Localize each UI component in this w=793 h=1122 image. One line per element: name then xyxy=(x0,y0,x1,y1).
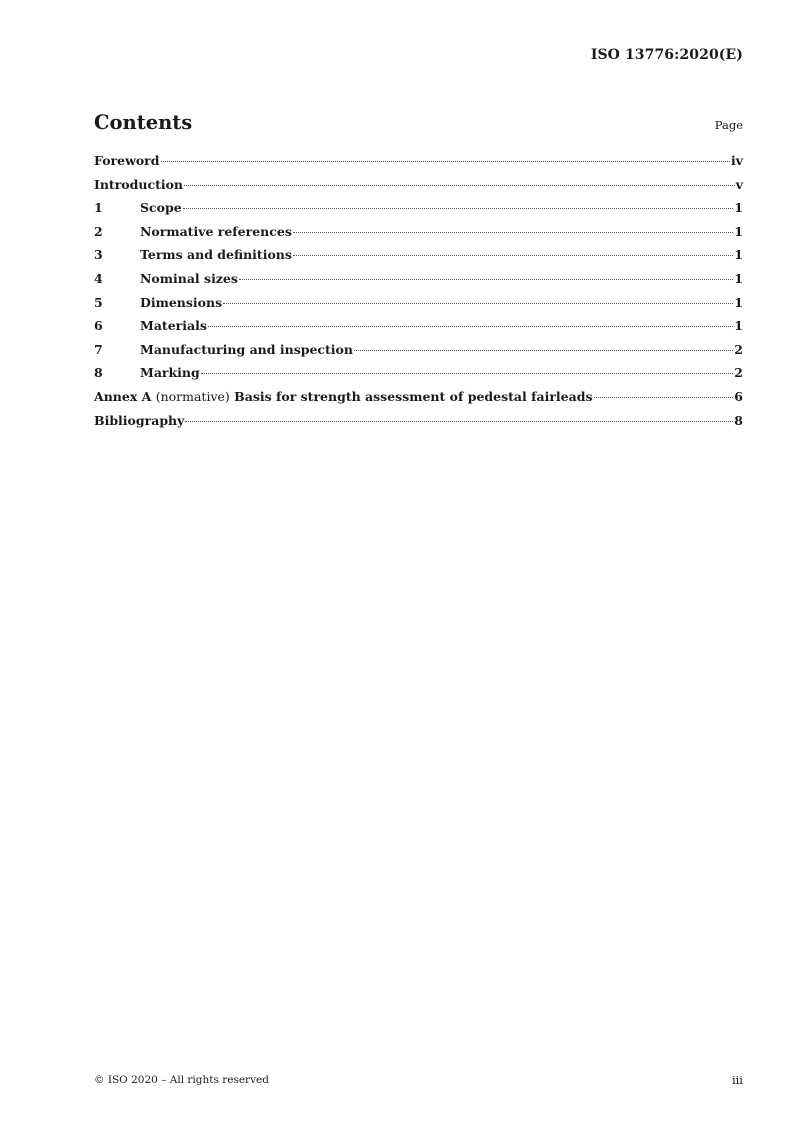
dot-leader xyxy=(183,208,734,209)
dot-leader xyxy=(239,279,733,280)
toc-entry-title: Dimensions xyxy=(140,294,223,310)
dot-leader xyxy=(293,255,733,256)
toc-entry-nominal-sizes[interactable] xyxy=(94,271,743,295)
toc-entry-terms-and-definitions[interactable] xyxy=(94,247,743,271)
toc-entry-number: 8 xyxy=(94,365,103,381)
toc-entry-number: 6 xyxy=(94,318,103,334)
footer-copyright: © ISO 2020 – All rights reserved xyxy=(94,1074,269,1086)
toc-entry-title: Bibliography xyxy=(94,412,185,428)
toc-entry-title: Scope xyxy=(140,200,182,216)
toc-entry-page: iv xyxy=(730,153,743,168)
annex-label: Annex A xyxy=(94,388,152,404)
toc-entry-page: 1 xyxy=(734,200,743,216)
toc-entry-manufacturing-and-inspection[interactable] xyxy=(94,342,743,366)
toc-entry-normative-references[interactable] xyxy=(94,224,743,248)
table-of-contents xyxy=(94,153,743,436)
dot-leader xyxy=(223,303,733,304)
toc-entry-dimensions[interactable] xyxy=(94,295,743,319)
toc-entry-page: v xyxy=(735,176,743,192)
dot-leader xyxy=(185,421,733,422)
dot-leader xyxy=(293,232,733,233)
toc-entry-title: Foreword xyxy=(94,153,160,168)
annex-title: Basis for strength assessment of pedestal fairleads xyxy=(234,388,593,404)
toc-entry-number: 2 xyxy=(94,223,103,239)
toc-entry-page: 1 xyxy=(734,223,743,239)
toc-entry-page: 1 xyxy=(734,294,743,310)
dot-leader xyxy=(594,397,734,398)
toc-entry-title: Materials xyxy=(140,318,207,334)
page-column-label: Page xyxy=(714,118,743,132)
toc-entry-page: 8 xyxy=(734,412,743,428)
dot-leader xyxy=(184,185,735,186)
contents-heading: Contents xyxy=(94,111,193,134)
toc-entry-title: Nominal sizes xyxy=(140,270,238,286)
dot-leader xyxy=(208,326,733,327)
toc-entry-page: 2 xyxy=(734,365,743,381)
toc-entry-number: 3 xyxy=(94,247,103,263)
dot-leader xyxy=(201,373,734,374)
toc-entry-bibliography[interactable] xyxy=(94,413,743,437)
toc-entry-page: 1 xyxy=(734,318,743,334)
toc-entry-title xyxy=(94,389,593,404)
toc-entry-page: 1 xyxy=(734,247,743,263)
document-id: ISO 13776:2020(E) xyxy=(590,47,743,63)
toc-entry-number: 4 xyxy=(94,270,103,286)
toc-entry-title: Manufacturing and inspection xyxy=(140,341,353,357)
toc-entry-title: Terms and definitions xyxy=(140,247,292,263)
toc-entry-title: Introduction xyxy=(94,176,184,192)
footer-page-number: iii xyxy=(731,1073,743,1087)
toc-entry-page: 6 xyxy=(734,388,743,404)
toc-entry-title: Normative references xyxy=(140,223,292,239)
dot-leader xyxy=(161,161,730,162)
toc-entry-marking[interactable] xyxy=(94,365,743,389)
toc-entry-number: 7 xyxy=(94,341,103,357)
toc-entry-number: 5 xyxy=(94,294,103,310)
toc-entry-introduction[interactable] xyxy=(94,177,743,201)
toc-entry-annex-a[interactable] xyxy=(94,389,743,413)
dot-leader xyxy=(354,350,733,351)
toc-entry-title: Marking xyxy=(140,365,200,381)
toc-entry-page: 2 xyxy=(734,341,743,357)
toc-entry-scope[interactable] xyxy=(94,200,743,224)
toc-entry-foreword[interactable] xyxy=(94,153,743,177)
toc-entry-materials[interactable] xyxy=(94,318,743,342)
toc-entry-number: 1 xyxy=(94,200,103,216)
toc-entry-page: 1 xyxy=(734,270,743,286)
annex-qualifier: (normative) xyxy=(155,388,230,404)
